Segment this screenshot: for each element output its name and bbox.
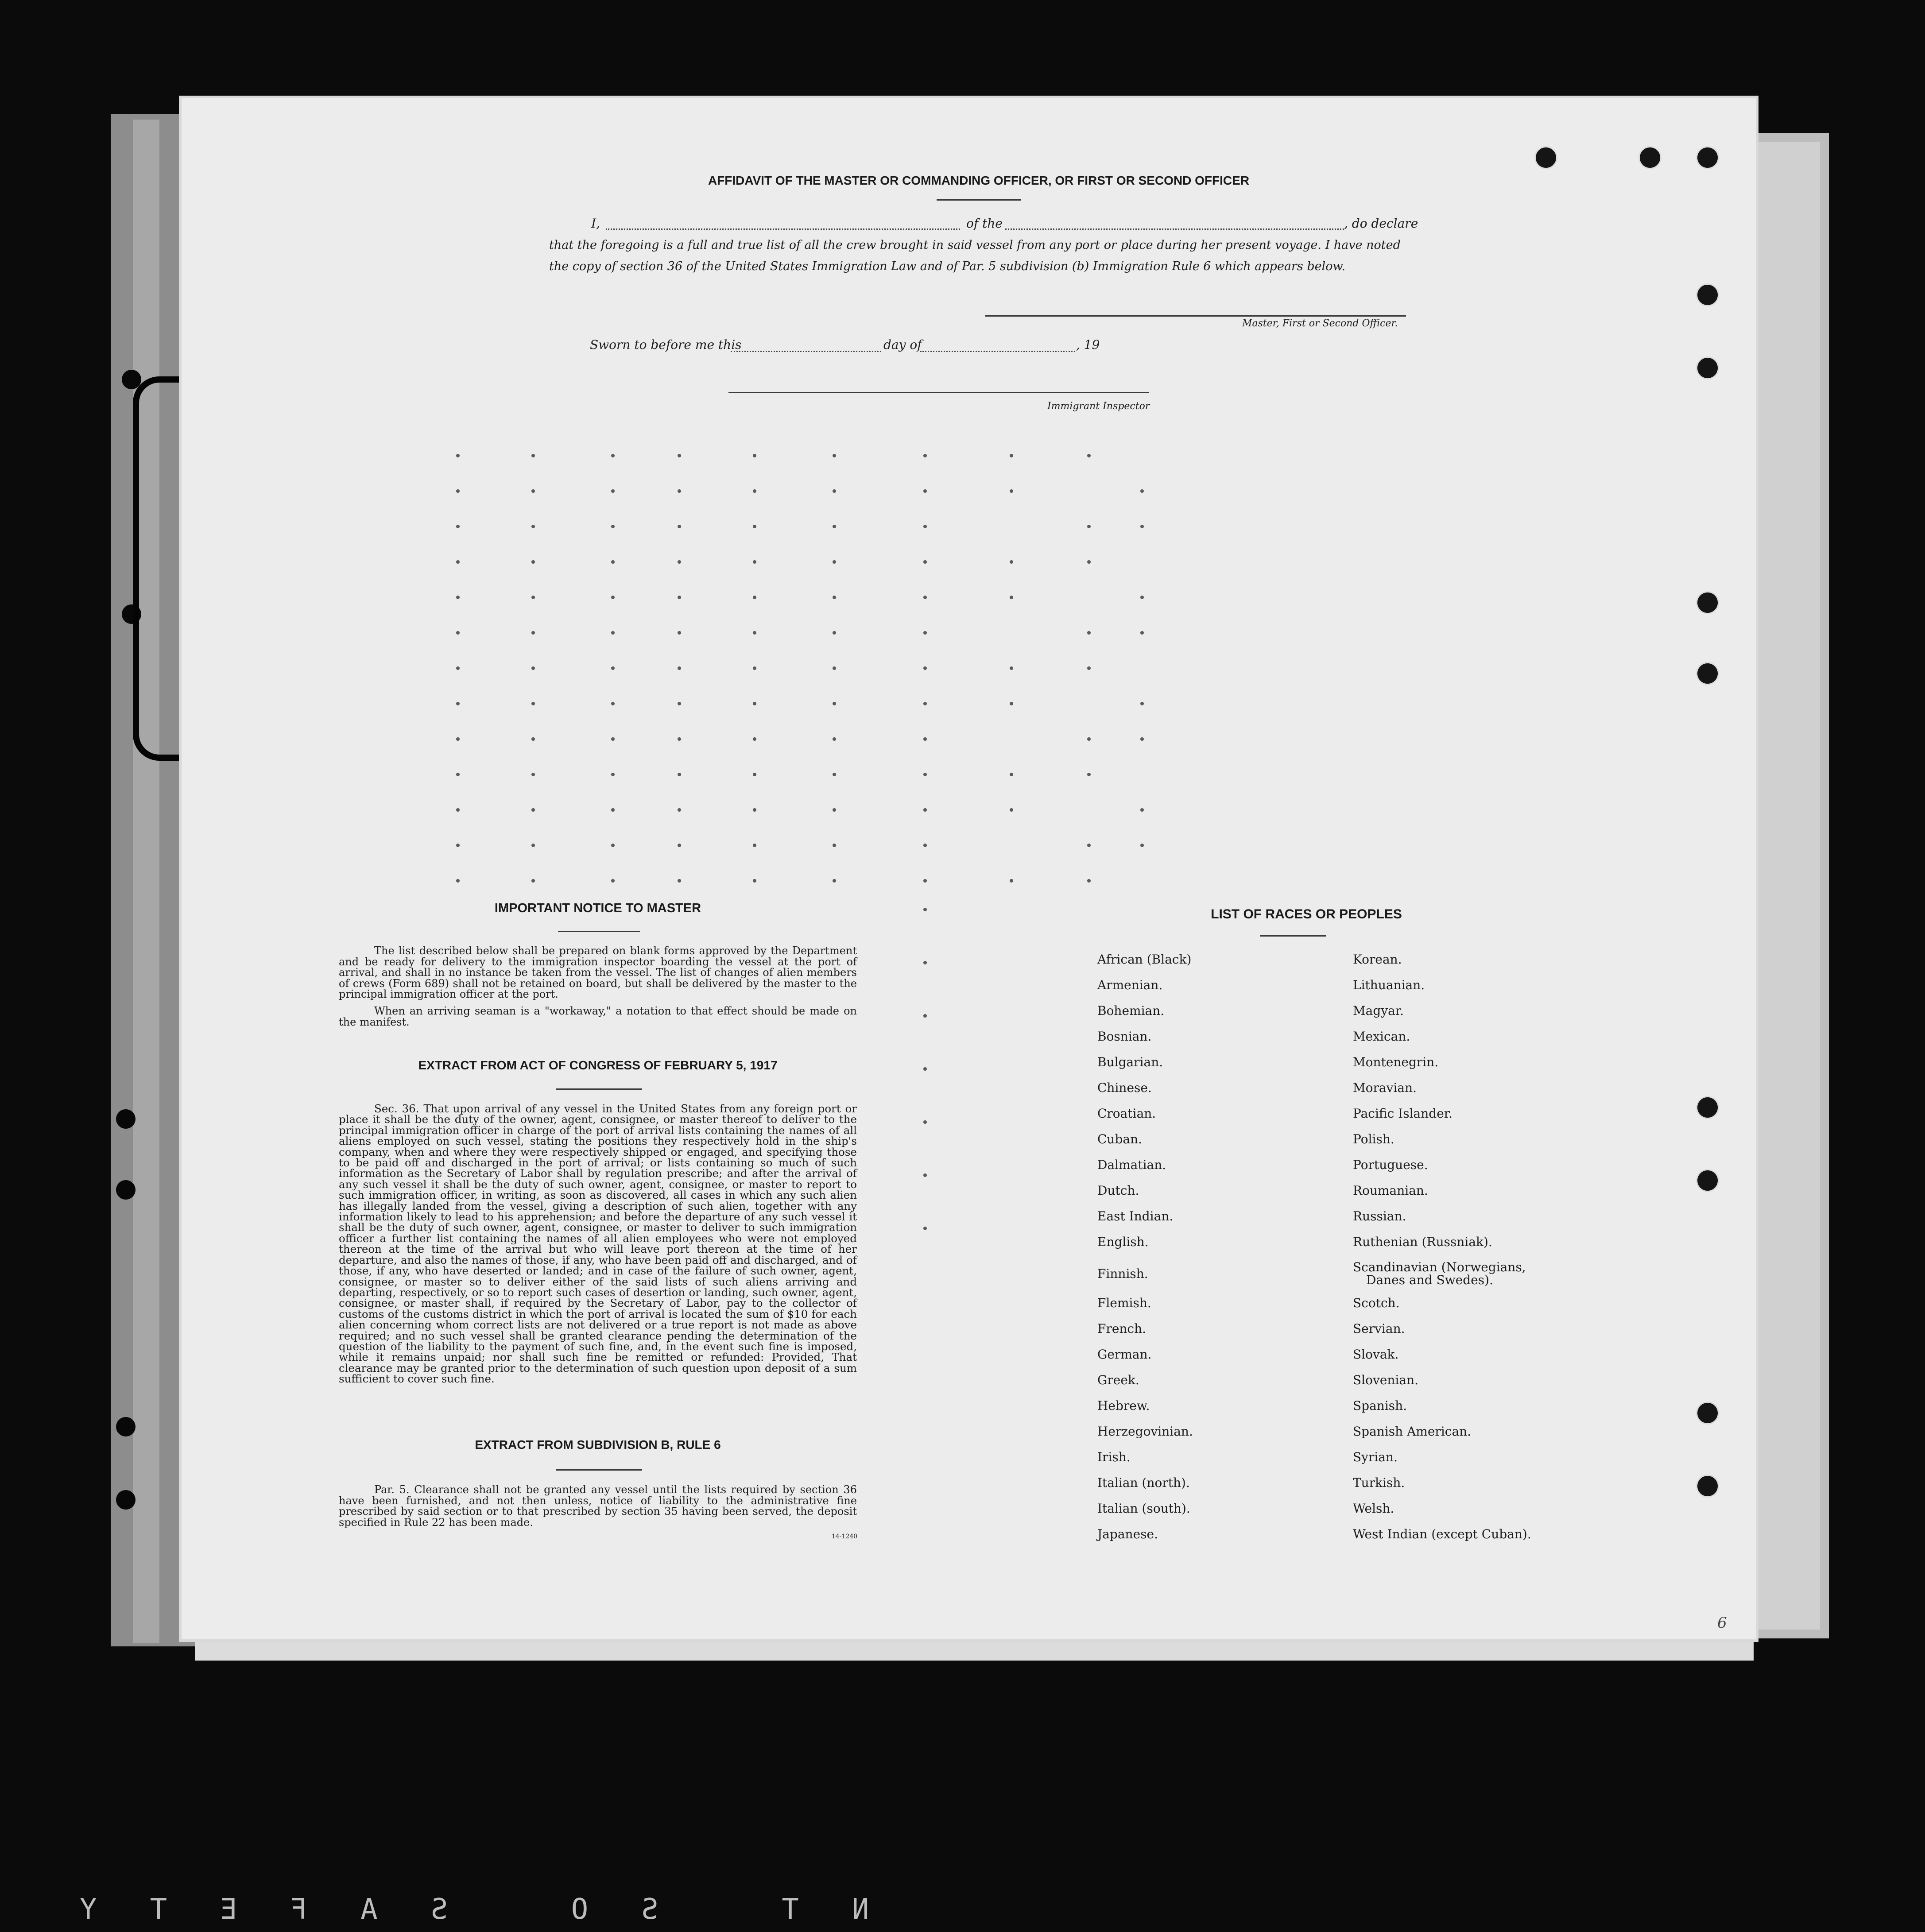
bleed-dot: [923, 1227, 927, 1230]
bleed-dot: [531, 560, 535, 564]
race-item: Russian.: [1353, 1209, 1406, 1223]
bleed-dot: [923, 879, 927, 883]
race-item: Slovenian.: [1353, 1373, 1418, 1387]
notice-rule: [558, 931, 640, 932]
binder-hole: [1696, 1402, 1719, 1425]
bleed-dot: [923, 702, 927, 705]
manifest-page: [182, 98, 1756, 1639]
bleed-dot: [531, 631, 535, 635]
bleed-dot: [456, 525, 460, 528]
binder-hole: [1696, 1169, 1719, 1192]
bleed-dot: [833, 808, 836, 812]
bleed-dot: [678, 596, 681, 599]
bleed-dot: [833, 702, 836, 705]
master-signature-line: [985, 315, 1406, 317]
race-item: Flemish.: [1097, 1296, 1151, 1310]
bleed-dot: [753, 454, 756, 457]
race-item: French.: [1097, 1321, 1146, 1336]
bleed-dot: [1087, 844, 1091, 847]
bleed-dot: [753, 489, 756, 493]
sworn-day-blank: [731, 342, 881, 352]
race-item: Dalmatian.: [1097, 1158, 1166, 1172]
bleed-dot: [611, 879, 615, 883]
film-edge-text: NT SO SAFETY: [27, 1893, 869, 1926]
bleed-dot: [611, 702, 615, 705]
race-item: Armenian.: [1097, 978, 1163, 992]
binder-hole: [116, 1417, 136, 1436]
bleed-dot: [923, 908, 927, 911]
bleed-dot: [678, 808, 681, 812]
race-item: Ruthenian (Russniak).: [1353, 1235, 1492, 1249]
bleed-dot: [833, 454, 836, 457]
binder-hole: [1696, 283, 1719, 306]
affidavit-declare: , do declare: [1344, 216, 1418, 231]
race-item: Finnish.: [1097, 1266, 1148, 1281]
race-item: Magyar.: [1353, 1003, 1404, 1018]
bleed-dot: [611, 737, 615, 741]
race-item: Portuguese.: [1353, 1158, 1428, 1172]
bleed-dot: [678, 560, 681, 564]
bleed-dot: [1010, 808, 1013, 812]
bleed-dot: [1087, 525, 1091, 528]
race-item: Roumanian.: [1353, 1183, 1428, 1198]
binder-hole: [1696, 591, 1719, 614]
notice-title: IMPORTANT NOTICE TO MASTER: [494, 901, 701, 915]
corner-number: 6: [1717, 1614, 1727, 1632]
bleed-dot: [456, 560, 460, 564]
bleed-dot: [611, 666, 615, 670]
bleed-dot: [531, 773, 535, 776]
affidavit-of-the: of the: [966, 216, 1003, 231]
bleed-dot: [678, 844, 681, 847]
day-of-text: day of: [883, 337, 922, 352]
race-item: Montenegrin.: [1353, 1055, 1439, 1069]
race-item: Italian (north).: [1097, 1475, 1190, 1490]
extract-act-title: EXTRACT FROM ACT OF CONGRESS OF FEBRUARY 5, 1917: [418, 1058, 778, 1072]
bleed-dot: [833, 596, 836, 599]
bleed-dot: [1010, 560, 1013, 564]
bleed-dot: [833, 844, 836, 847]
bleed-dot: [923, 1067, 927, 1071]
bleed-dot: [833, 631, 836, 635]
bleed-dot: [456, 844, 460, 847]
title-rule: [937, 199, 1021, 201]
race-item: Turkish.: [1353, 1475, 1405, 1490]
binder-hole: [1696, 662, 1719, 685]
bleed-dot: [678, 773, 681, 776]
bleed-dot: [611, 525, 615, 528]
race-item: Slovak.: [1353, 1347, 1399, 1362]
bleed-dot: [923, 1014, 927, 1018]
bleed-dot: [456, 631, 460, 635]
race-item: Danes and Swedes).: [1366, 1273, 1493, 1287]
bleed-dot: [531, 702, 535, 705]
bleed-dot: [611, 844, 615, 847]
bleed-dot: [531, 737, 535, 741]
bleed-dot: [611, 596, 615, 599]
bleed-dot: [753, 737, 756, 741]
binder-hole: [116, 1180, 136, 1200]
bleed-dot: [833, 525, 836, 528]
race-item: Irish.: [1097, 1450, 1131, 1464]
bleed-dot: [1140, 631, 1144, 635]
binder-hole: [1696, 1475, 1719, 1498]
bleed-dot: [1140, 596, 1144, 599]
race-item: Servian.: [1353, 1321, 1405, 1336]
bleed-dot: [678, 454, 681, 457]
race-item: Scotch.: [1353, 1296, 1400, 1310]
name-blank: [606, 220, 960, 230]
bleed-dot: [531, 454, 535, 457]
bleed-dot: [753, 525, 756, 528]
bleed-dot: [678, 702, 681, 705]
bleed-dot: [833, 489, 836, 493]
affidavit-i: I,: [591, 216, 600, 231]
bleed-dot: [923, 1173, 927, 1177]
bleed-dot: [753, 773, 756, 776]
races-title: LIST OF RACES OR PEOPLES: [1211, 907, 1402, 921]
bleed-dot: [833, 560, 836, 564]
race-item: Herzegovinian.: [1097, 1424, 1193, 1439]
bleed-dot: [753, 666, 756, 670]
binder-hole: [116, 1109, 136, 1129]
race-item: German.: [1097, 1347, 1152, 1362]
bleed-dot: [678, 737, 681, 741]
extract-rule-rule: [556, 1469, 642, 1471]
bleed-dot: [753, 879, 756, 883]
bleed-dot: [833, 737, 836, 741]
bleed-dot: [1087, 737, 1091, 741]
bleed-dot: [833, 879, 836, 883]
race-item: English.: [1097, 1235, 1149, 1249]
race-item: Polish.: [1353, 1132, 1394, 1146]
bottom-sheet-edge: [195, 1638, 1754, 1661]
binder-hole: [1534, 146, 1557, 169]
bleed-dot: [456, 596, 460, 599]
bleed-dot: [531, 489, 535, 493]
race-item: Cuban.: [1097, 1132, 1143, 1146]
bleed-dot: [923, 525, 927, 528]
binder-hole: [1696, 356, 1719, 379]
affidavit-line2: that the foregoing is a full and true list of all the crew brought in said vessel from any port or place during her present voyage. I have noted: [549, 238, 1401, 252]
master-caption: Master, First or Second Officer.: [1242, 318, 1398, 329]
notice-para2: When an arriving seaman is a "workaway," a notation to that effect should be made on the manifest.: [339, 1005, 857, 1028]
affidavit-title: AFFIDAVIT OF THE MASTER OR COMMANDING OFFICER, OR FIRST OR SECOND OFFICER: [708, 174, 1250, 187]
bleed-dot: [833, 666, 836, 670]
bleed-dot: [1087, 454, 1091, 457]
bleed-dot: [611, 773, 615, 776]
bleed-dot: [923, 596, 927, 599]
race-item: Greek.: [1097, 1373, 1139, 1387]
bleed-dot: [923, 737, 927, 741]
race-item: Italian (south).: [1097, 1501, 1190, 1516]
race-item: Dutch.: [1097, 1183, 1139, 1198]
inspector-signature-line: [728, 392, 1149, 393]
bleed-dot: [1087, 666, 1091, 670]
bleed-dot: [456, 808, 460, 812]
race-item: Japanese.: [1097, 1527, 1158, 1541]
bleed-dot: [1140, 844, 1144, 847]
race-item: Chinese.: [1097, 1080, 1152, 1095]
extract-rule-text: Par. 5. Clearance shall not be granted any vessel until the lists required by section 36 have been furnished, and not then unless, notice of liability to the administrative fine prescribed by said section or to that prescribed by section 35 having been served, the deposit specified in Rule 22 has been made.: [339, 1483, 857, 1529]
bleed-dot: [1010, 666, 1013, 670]
bleed-dot: [531, 808, 535, 812]
sworn-month-blank: [920, 342, 1075, 352]
bleed-dot: [456, 773, 460, 776]
bleed-dot: [923, 560, 927, 564]
bleed-dot: [678, 879, 681, 883]
race-item: African (Black): [1097, 952, 1192, 967]
bleed-dot: [833, 773, 836, 776]
race-item: Welsh.: [1353, 1501, 1394, 1516]
background-sheet-edge: [133, 120, 159, 1643]
year-text: , 19: [1076, 337, 1100, 352]
binder-hole: [1696, 1096, 1719, 1119]
bleed-dot: [456, 702, 460, 705]
race-item: Bohemian.: [1097, 1003, 1165, 1018]
bleed-dot: [456, 737, 460, 741]
races-rule: [1260, 935, 1326, 937]
bleed-dot: [531, 596, 535, 599]
bleed-dot: [753, 808, 756, 812]
bleed-dot: [753, 596, 756, 599]
race-item: Croatian.: [1097, 1106, 1156, 1121]
race-item: East Indian.: [1097, 1209, 1174, 1223]
bleed-dot: [678, 666, 681, 670]
binder-hole: [1638, 146, 1662, 169]
bleed-dot: [1087, 773, 1091, 776]
inspector-caption: Immigrant Inspector: [1047, 401, 1150, 412]
race-item: Pacific Islander.: [1353, 1106, 1452, 1121]
bleed-dot: [1087, 879, 1091, 883]
race-item: Bulgarian.: [1097, 1055, 1163, 1069]
race-item: Spanish.: [1353, 1398, 1407, 1413]
bleed-dot: [1140, 702, 1144, 705]
vessel-blank: [1005, 220, 1344, 230]
race-item: Lithuanian.: [1353, 978, 1425, 992]
bleed-dot: [923, 454, 927, 457]
extract-act-text: Sec. 36. That upon arrival of any vessel in the United States from any foreign port or place it shall be the duty of the owner, agent, consignee, or master thereof to deliver to the principal immigration officer in charge of the port of arrival lists containing the names of all aliens employed on such vessel, stating the positions they respectively hold in the ship's company, when and where they were respectively shipped or engaged, and specifying those to be paid off and discharged in the port of arrival; or lists containing so much of such information as the Secretary of Labor shall by regulation prescribe; and after the arrival of any such vessel it shall be the duty of such owner, agent, consignee, or master to report to such immigration officer, in writing, as soon as discovered, all cases in which any such alien has illegally landed from the vessel, giving a description of such alien, together with any information likely to lead to his apprehension; and before the departure of any such vessel it shall be the duty of such owner, agent, consignee, or master to deliver to such immigration officer a further list containing the names of all alien employees who were not employed thereon at the time of the arrival but who will leave port thereon at the time of her departure, and also the names of those, if any, who have been paid off and discharged, and of those, if any, who have deserted or landed; and in case of the failure of such owner, agent, consignee, or master so to deliver either of the said lists of such aliens arriving and departing, respectively, or so to report such cases of desertion or landing, such owner, agent, consignee, or master shall, if required by the Secretary of Labor, pay to the collector of customs of the customs district in which the port of arrival is located the sum of $10 for each alien concerning whom correct lists are not delivered or a true report is not made as above required; and no such vessel shall be granted clearance pending the determination of the question of the liability to the payment of such fine, and, in the event such fine is imposed, while it remains unpaid; nor shall such fine be remitted or refunded: Provided, That clearance may be granted prior to the determination of such question upon deposit of a sum sufficient to cover such fine.: [339, 1102, 857, 1386]
bleed-dot: [753, 631, 756, 635]
binder-hole: [1696, 146, 1719, 169]
bleed-dot: [923, 773, 927, 776]
bleed-dot: [1010, 489, 1013, 493]
binder-hole: [116, 1490, 136, 1510]
sworn-text: Sworn to before me this: [590, 337, 742, 352]
race-item: Syrian.: [1353, 1450, 1398, 1464]
bleed-dot: [531, 844, 535, 847]
bleed-dot: [923, 631, 927, 635]
bleed-dot: [923, 666, 927, 670]
bleed-dot: [456, 454, 460, 457]
bleed-dot: [1010, 879, 1013, 883]
bleed-dot: [1087, 560, 1091, 564]
bleed-dot: [456, 489, 460, 493]
bleed-dot: [1140, 808, 1144, 812]
bleed-dot: [1010, 596, 1013, 599]
bleed-dot: [531, 666, 535, 670]
race-item: Mexican.: [1353, 1029, 1410, 1044]
bleed-dot: [1010, 773, 1013, 776]
bleed-dot: [1140, 489, 1144, 493]
bleed-dot: [456, 879, 460, 883]
bleed-dot: [678, 489, 681, 493]
bleed-dot: [923, 1120, 927, 1124]
bleed-dot: [1140, 737, 1144, 741]
bleed-dot: [611, 808, 615, 812]
bleed-dot: [1010, 702, 1013, 705]
bleed-dot: [611, 489, 615, 493]
bleed-dot: [1010, 454, 1013, 457]
race-item: Korean.: [1353, 952, 1402, 967]
race-item: Scandinavian (Norwegians,: [1353, 1260, 1526, 1274]
extract-act-rule: [556, 1088, 642, 1090]
race-item: Bosnian.: [1097, 1029, 1152, 1044]
bleed-dot: [1087, 631, 1091, 635]
bleed-dot: [923, 808, 927, 812]
bleed-dot: [611, 454, 615, 457]
bleed-dot: [923, 844, 927, 847]
bleed-dot: [611, 631, 615, 635]
affidavit-line3: the copy of section 36 of the United States Immigration Law and of Par. 5 subdivision (b) Immigration Rule 6 which appears below.: [549, 259, 1346, 273]
bleed-dot: [1140, 525, 1144, 528]
bleed-dot: [531, 879, 535, 883]
bleed-dot: [456, 666, 460, 670]
bleed-dot: [753, 844, 756, 847]
extract-rule-title: EXTRACT FROM SUBDIVISION B, RULE 6: [475, 1438, 721, 1452]
bleed-dot: [923, 489, 927, 493]
bleed-dot: [753, 560, 756, 564]
bleed-dot: [531, 525, 535, 528]
race-item: West Indian (except Cuban).: [1353, 1527, 1531, 1541]
bleed-dot: [611, 560, 615, 564]
race-item: Spanish American.: [1353, 1424, 1472, 1439]
notice-para1: The list described below shall be prepared on blank forms approved by the Department and be ready for delivery to the immigration inspector boarding the vessel at the port of arrival, and shall in no instance be taken from the vessel. The list of changes of alien members of crews (Form 689) shall not be retained on board, but shall be delivered by the master to the principal immigration officer at the port.: [339, 945, 857, 1001]
bleed-dot: [753, 702, 756, 705]
race-item: Hebrew.: [1097, 1398, 1150, 1413]
bleed-dot: [678, 525, 681, 528]
race-item: Moravian.: [1353, 1080, 1417, 1095]
bleed-dot: [678, 631, 681, 635]
form-number: 14-1240: [832, 1533, 858, 1540]
bleed-dot: [923, 961, 927, 964]
